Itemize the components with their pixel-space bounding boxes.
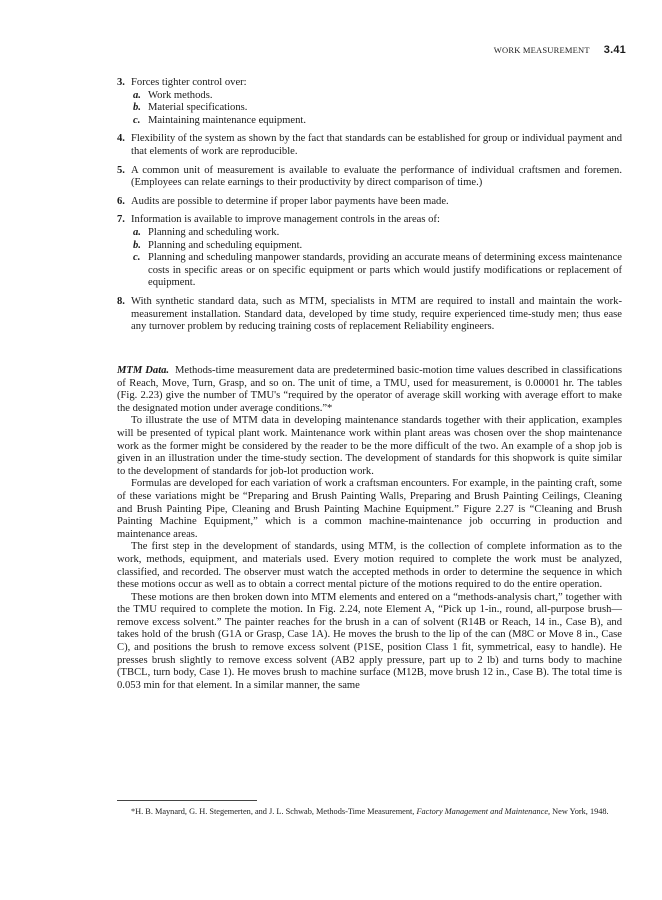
list-item: [117, 77, 622, 127]
sub-item-text: Material specifications.: [148, 102, 248, 114]
list-item: [117, 133, 622, 158]
sub-item: [133, 252, 622, 290]
list-item: [117, 165, 622, 190]
sub-item: [133, 115, 622, 128]
sub-item-text: Maintaining maintenance equipment.: [148, 114, 306, 126]
sub-item-text: Planning and scheduling equipment.: [148, 239, 303, 251]
footnote-authors: *H. B. Maynard, G. H. Stegemerten, and J. L. Schwab, Methods-Time Measurement,: [131, 807, 415, 816]
advantages-list: [117, 77, 622, 340]
sub-item-letter: a.: [133, 226, 141, 238]
list-item: [117, 196, 622, 209]
footnote-source: Factory Management and Maintenance,: [416, 807, 551, 816]
list-item-text: Forces tighter control over:: [131, 77, 247, 88]
sub-item-letter: c.: [133, 252, 141, 264]
list-item-number: 8.: [117, 295, 125, 307]
sub-item: [133, 102, 622, 115]
list-item: [117, 214, 622, 290]
list-item-text: With synthetic standard data, such as MTM, specialists in MTM are required to install and maintain the work-measurement installation. Standard data, developed by time study, require experienced time-study men; thus ease any turnover problem by reducing training costs of replacement Reliability engineers.: [131, 295, 622, 333]
sub-item-text: Work methods.: [148, 89, 213, 101]
section-heading: MTM Data.: [117, 365, 170, 376]
sub-item-letter: b.: [133, 102, 141, 114]
running-head-title: WORK MEASUREMENT: [493, 45, 590, 55]
paragraph: Formulas are developed for each variation of work a craftsman encounters. For example, in the painting craft, some of these variations might be “Preparing and Brush Painting Walls, Preparing and Brush Painting Ceilings, Cleaning and Brush Painting Pipe, Cleaning and Brush Painting Machine Equipment.” Figure 2.27 is “Cleaning and Brush Painting Machine Equipment,” which is a common machine-maintenance job occurring in production and maintenance areas.: [117, 478, 622, 540]
list-item-number: 4.: [117, 133, 125, 145]
sub-item-letter: a.: [133, 89, 141, 101]
list-item-text: A common unit of measurement is available to evaluate the performance of individual craftsmen and foremen. (Employees can relate earnings to their productivity by direct comparison of time.): [131, 164, 622, 189]
list-item-number: 7.: [117, 214, 125, 226]
list-item-text: Information is available to improve management controls in the areas of:: [131, 214, 440, 226]
footnote: [117, 807, 622, 818]
page-number: 3.41: [603, 44, 626, 56]
running-head: [494, 44, 626, 56]
body-text: [117, 365, 622, 692]
paragraph-text: Methods-time measurement data are predetermined basic-motion time values described in classifications of Reach, Move, Turn, Grasp, and so on. The unit of time, a TMU, used for measurement, is 0.00001 hr. The tables (Fig. 2.23) give the number of TMU's “required by the operator of average skill working with average effort to make the designated motion under average conditions.”*: [117, 365, 623, 414]
list-item: [117, 296, 622, 334]
list-item-text: Audits are possible to determine if proper labor payments have been made.: [131, 195, 449, 207]
sub-item-text: Planning and scheduling work.: [148, 226, 280, 238]
paragraph: To illustrate the use of MTM data in developing maintenance standards together with their application, examples will be presented of typical plant work. Maintenance work within plant areas was chosen over the shop maintenance work as the former might be considered by the reader to be the more difficult of the two. An example of a shop job is given in an illustration under the time-study section. The development of standards for this shopwork is quite similar to the development of standards for job-lot production work.: [117, 415, 622, 477]
list-item-number: 3.: [117, 77, 125, 88]
footnote-place: New York, 1948.: [552, 807, 609, 816]
footnote-divider: [117, 800, 257, 801]
sub-item-letter: b.: [133, 239, 141, 251]
sub-item-letter: c.: [133, 114, 141, 126]
sub-item: [133, 240, 622, 253]
list-item-number: 5.: [117, 164, 125, 176]
paragraph: These motions are then broken down into MTM elements and entered on a “methods-analysis chart,” together with the TMU required to complete the motion. In Fig. 2.24, note Element A, “Pick up 1-in., round, all-purpose brush—remove excess solvent.” The painter reaches for the brush in a can of solvent (R14B or Reach, 14 in., Case B), and takes hold of the brush (G1A or Grasp, Case 1A). He moves the brush to the lip of the can (M8C or Move 8 in., Case C), and positions the brush to remove excess solvent (P1SE, position Class 1 fit, symmetrical, easy to handle). He presses brush slightly to remove excess solvent (AB2 apply pressure, part up to 2 lb) and turns body to machine (TBCL, turn body, Case 1). He moves brush to machine surface (M12B, move brush 12 in., Case B). The total time is 0.053 min for that element. In a similar manner, the same: [117, 591, 622, 691]
sub-item: [133, 227, 622, 240]
sub-item: [133, 90, 622, 103]
list-item-text: Flexibility of the system as shown by the fact that standards can be established for group or individual payment and that elements of work are reproducible.: [131, 133, 622, 157]
paragraph: The first step in the development of standards, using MTM, is the collection of complete information as to the work, methods, equipment, and materials used. Every motion required to complete the work must be analyzed, classified, and recorded. The observer must watch the accepted methods in order to determine the sequence in which these motions occur as well as to obtain a correct mental picture of the motions required to do the entire operation.: [117, 541, 622, 591]
paragraph: [117, 365, 622, 415]
sub-item-text: Planning and scheduling manpower standards, providing an accurate means of determining excess maintenance costs in specific areas or on specific equipment or parts which would justify modifications or replacement of equipment.: [148, 252, 622, 289]
list-item-number: 6.: [117, 195, 125, 207]
